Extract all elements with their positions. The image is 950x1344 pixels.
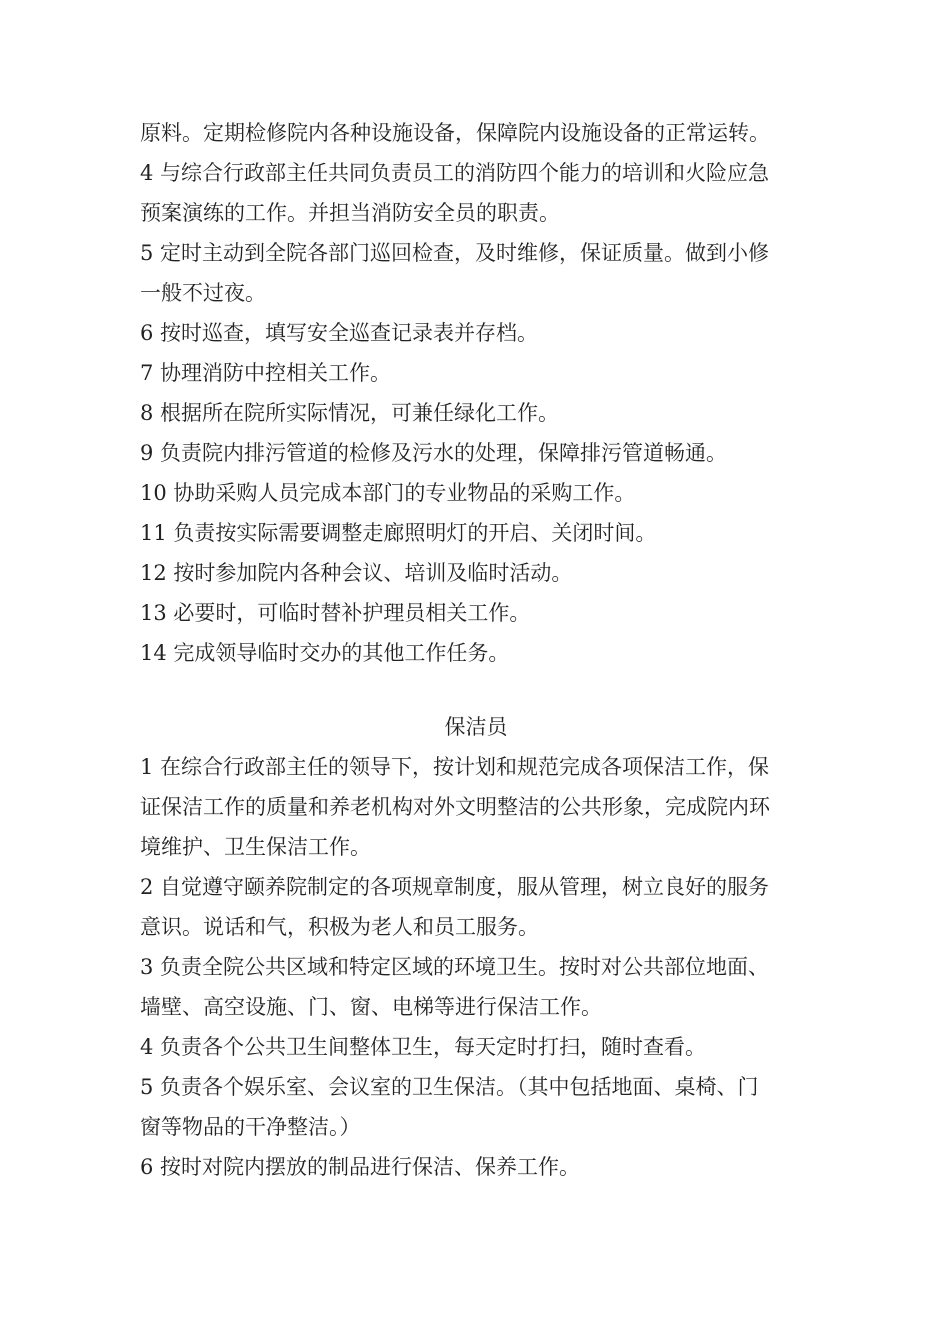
text-line: 11 负责按实际需要调整走廊照明灯的开启、关闭时间。 <box>140 521 657 545</box>
text-line: 9 负责院内排污管道的检修及污水的处理，保障排污管道畅通。 <box>140 441 728 465</box>
document-body <box>140 113 812 1187</box>
part1-lines <box>140 113 812 673</box>
text-line: 6 按时对院内摆放的制品进行保洁、保养工作。 <box>140 1155 581 1179</box>
text-line: 原料。定期检修院内各种设施设备，保障院内设施设备的正常运转。 <box>140 121 770 145</box>
text-line: 10 协助采购人员完成本部门的专业物品的采购工作。 <box>140 481 636 505</box>
text-line: 窗等物品的干净整洁。） <box>140 1115 361 1139</box>
text-line: 5 负责各个娱乐室、会议室的卫生保洁。（其中包括地面、桌椅、门 <box>140 1075 759 1099</box>
text-line: 6 按时巡查，填写安全巡查记录表并存档。 <box>140 321 539 345</box>
text-line: 13 必要时，可临时替补护理员相关工作。 <box>140 601 531 625</box>
text-line: 8 根据所在院所实际情况，可兼任绿化工作。 <box>140 401 560 425</box>
text-line: 1 在综合行政部主任的领导下，按计划和规范完成各项保洁工作，保 <box>140 755 770 779</box>
text-line: 墙壁、高空设施、门、窗、电梯等进行保洁工作。 <box>140 995 602 1019</box>
text-line: 7 协理消防中控相关工作。 <box>140 361 392 385</box>
text-line: 12 按时参加院内各种会议、培训及临时活动。 <box>140 561 573 585</box>
section-spacer <box>140 673 812 707</box>
text-line: 4 与综合行政部主任共同负责员工的消防四个能力的培训和火险应急 <box>140 161 770 185</box>
text-line: 境维护、卫生保洁工作。 <box>140 835 371 859</box>
text-line: 2 自觉遵守颐养院制定的各项规章制度，服从管理，树立良好的服务 <box>140 875 770 899</box>
text-line: 3 负责全院公共区域和特定区域的环境卫生。按时对公共部位地面、 <box>140 955 770 979</box>
text-line: 5 定时主动到全院各部门巡回检查，及时维修，保证质量。做到小修 <box>140 241 770 265</box>
text-line: 4 负责各个公共卫生间整体卫生，每天定时打扫，随时查看。 <box>140 1035 707 1059</box>
text-line: 预案演练的工作。并担当消防安全员的职责。 <box>140 201 560 225</box>
section2-lines <box>140 747 812 1187</box>
text-line: 14 完成领导临时交办的其他工作任务。 <box>140 641 510 665</box>
text-line: 证保洁工作的质量和养老机构对外文明整洁的公共形象，完成院内环 <box>140 795 770 819</box>
section-heading: 保洁员 <box>444 715 508 739</box>
text-line: 意识。说话和气，积极为老人和员工服务。 <box>140 915 539 939</box>
text-line: 一般不过夜。 <box>140 281 266 305</box>
